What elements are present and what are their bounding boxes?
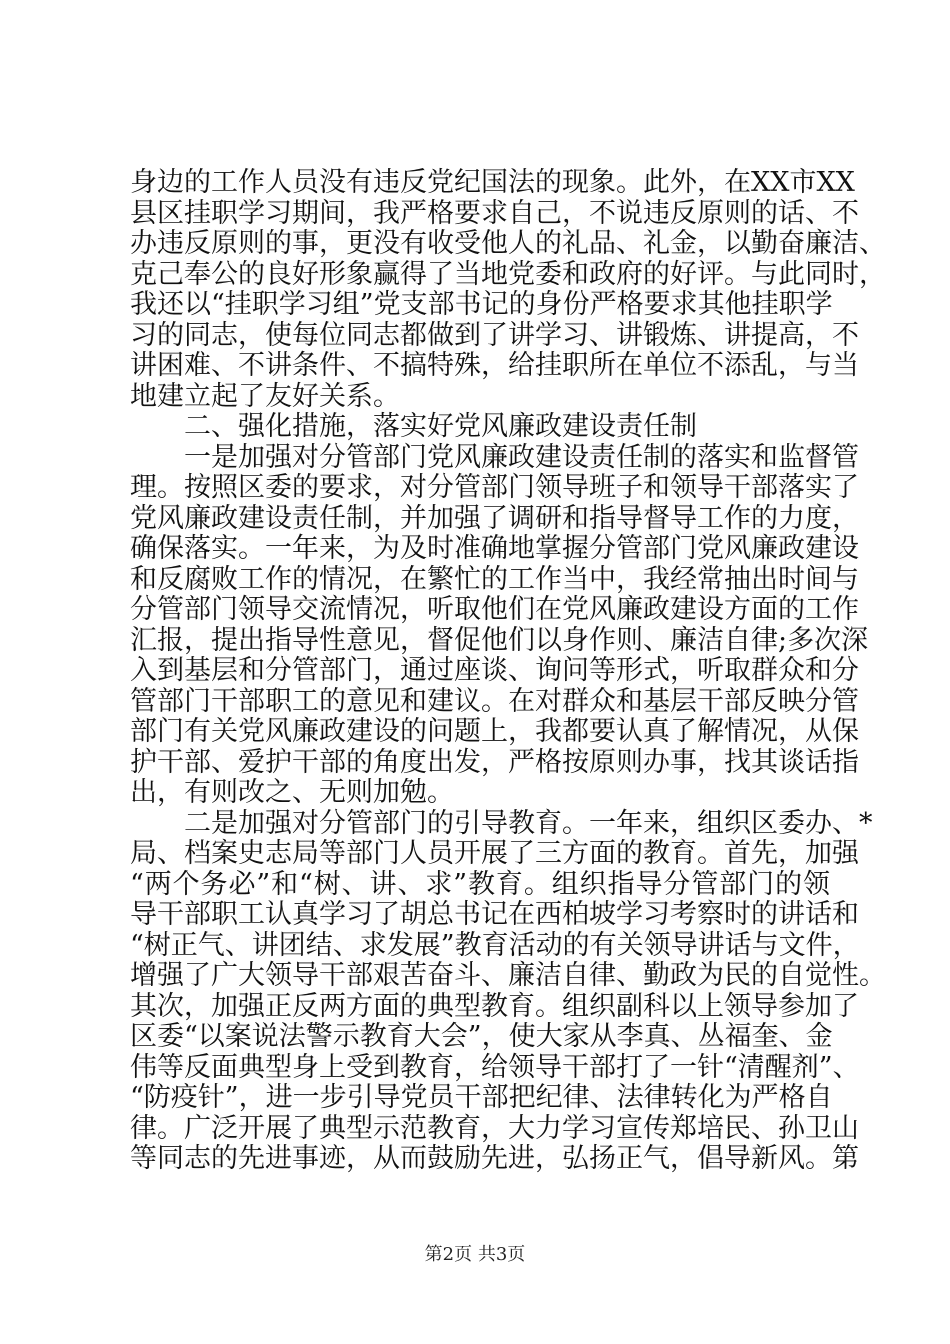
text-line: 导干部职工认真学习了胡总书记在西柏坡学习考察时的讲话和 — [130, 899, 859, 930]
text-line: 分管部门领导交流情况，听取他们在党风廉政建设方面的工作 — [130, 594, 859, 625]
text-line: 入到基层和分管部门，通过座谈、询问等形式，听取群众和分 — [130, 655, 859, 686]
text-line: 县区挂职学习期间，我严格要求自己，不说违反原则的话、不 — [130, 197, 859, 229]
text-line: 习的同志，使每位同志都做到了讲学习、讲锻炼、讲提高，不 — [130, 319, 859, 351]
text-line: “两个务必”和“树、讲、求”教育。组织指导分管部门的领 — [130, 868, 830, 900]
text-line: 地建立起了友好关系。 — [130, 380, 400, 412]
text-line: 我还以“挂职学习组”党支部书记的身份严格要求其他挂职学 — [130, 289, 833, 320]
text-line: 讲困难、不讲条件、不搞特殊，给挂职所在单位不添乱，与当 — [130, 350, 859, 381]
page-number-footer: 第2页 共3页 — [424, 1244, 526, 1265]
text-line: “树正气、讲团结、求发展”教育活动的有关领导讲话与文件， — [130, 929, 860, 961]
text-line: 管部门干部职工的意见和建议。在对群众和基层干部反映分管 — [130, 685, 859, 717]
text-line: 确保落实。一年来，为及时准确地掌握分管部门党风廉政建设 — [130, 533, 859, 564]
text-line: 伟等反面典型身上受到教育，给领导干部打了一针“清醒剂”、 — [130, 1051, 860, 1083]
text-line: 增强了广大领导干部艰苦奋斗、廉洁自律、勤政为民的自觉性。 — [130, 960, 886, 991]
text-line: 出，有则改之、无则加勉。 — [130, 777, 454, 808]
text-line: 护干部、爱护干部的角度出发，严格按原则办事，找其谈话指 — [130, 746, 859, 778]
text-line: 其次，加强正反两方面的典型教育。组织副科以上领导参加了 — [130, 990, 859, 1022]
text-line: 律。广泛开展了典型示范教育，大力学习宣传郑培民、孙卫山 — [130, 1112, 859, 1144]
text-line: 二是加强对分管部门的引导教育。一年来，组织区委办、* — [184, 807, 873, 839]
text-line: 汇报，提出指导性意见，督促他们以身作则、廉洁自律;多次深 — [130, 624, 869, 656]
text-line: 等同志的先进事迹，从而鼓励先进，弘扬正气，倡导新风。第 — [130, 1143, 859, 1174]
text-line: 办违反原则的事，更没有收受他人的礼品、礼金，以勤奋廉洁、 — [130, 228, 886, 259]
section-heading: 二、强化措施，落实好党风廉政建设责任制 — [184, 411, 697, 442]
text-line: 克己奉公的良好形象赢得了当地党委和政府的好评。与此同时， — [130, 258, 886, 290]
text-line: 身边的工作人员没有违反党纪国法的现象。此外，在XX市XX — [130, 167, 855, 198]
text-line: 一是加强对分管部门党风廉政建设责任制的落实和监督管 — [184, 441, 859, 473]
text-line: 党风廉政建设责任制，并加强了调研和指导督导工作的力度， — [130, 502, 859, 534]
text-line: 理。按照区委的要求，对分管部门领导班子和领导干部落实了 — [130, 472, 859, 503]
text-line: “防疫针”，进一步引导党员干部把纪律、法律转化为严格自 — [130, 1082, 833, 1113]
text-line: 局、档案史志局等部门人员开展了三方面的教育。首先，加强 — [130, 838, 859, 869]
text-line: 区委“以案说法警示教育大会”，使大家从李真、丛福奎、金 — [130, 1021, 833, 1052]
text-line: 部门有关党风廉政建设的问题上，我都要认真了解情况，从保 — [130, 716, 859, 747]
text-line: 和反腐败工作的情况，在繁忙的工作当中，我经常抽出时间与 — [130, 563, 859, 595]
